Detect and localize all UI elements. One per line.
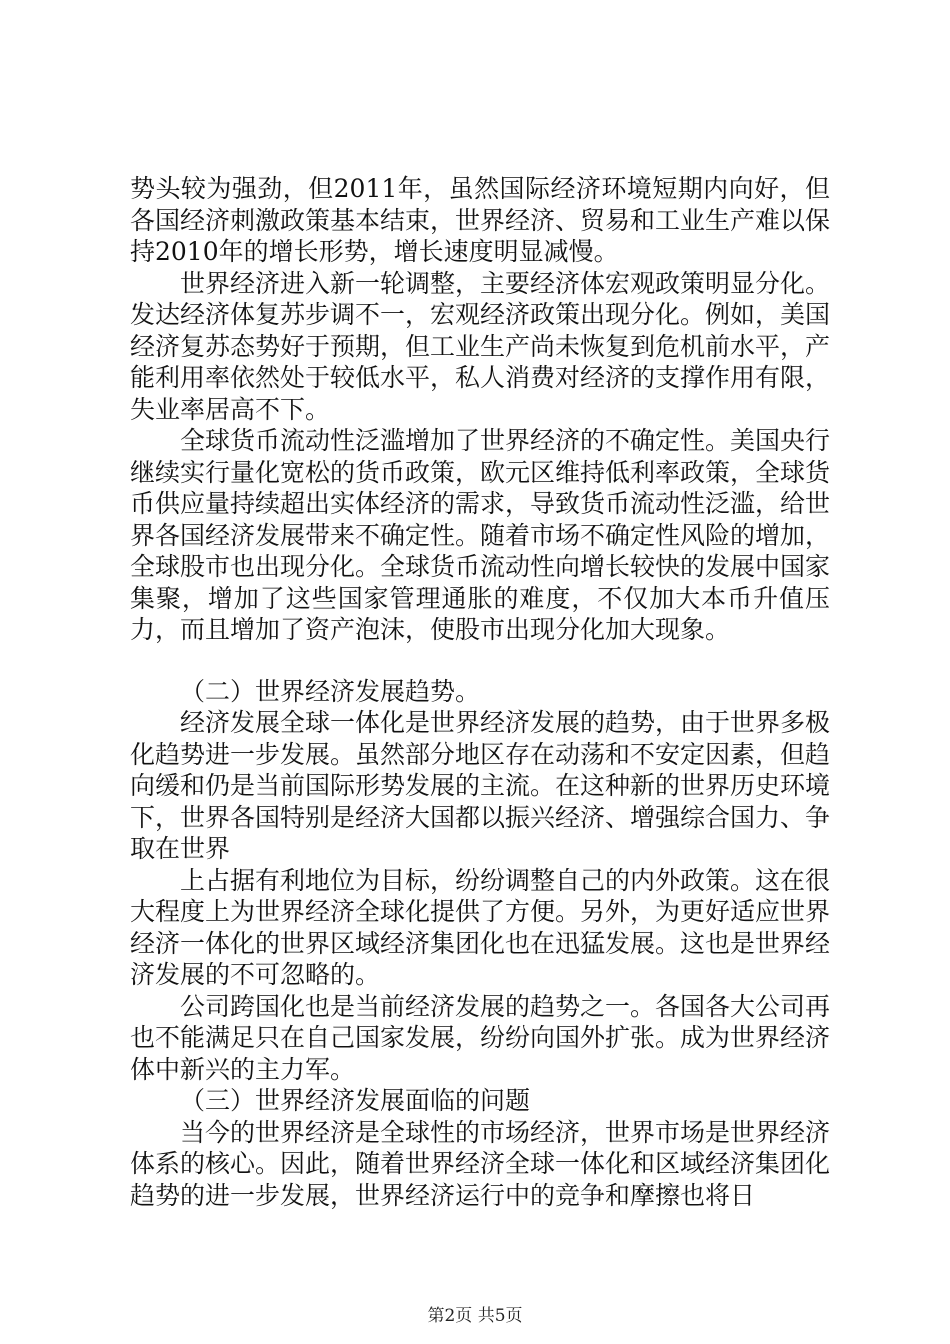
paragraph-globalization-trend: 经济发展全球一体化是世界经济发展的趋势，由于世界多极化趋势进一步发展。虽然部分地区存在动荡和不安定因素，但趋向缓和仍是当前国际形势发展的主流。在这种新的世界历史环境下，世界各国特别是经济大国都以振兴经济、增强综合国力、争取在世界 [130, 708, 831, 863]
document-body [130, 173, 830, 1211]
paragraph-world-economy-adjustment: 世界经济进入新一轮调整，主要经济体宏观政策明显分化。发达经济体复苏步调不一，宏观经济政策出现分化。例如，美国经济复苏态势好于预期，但工业生产尚未恢复到危机前水平，产能利用率依然处于较低水平，私人消费对经济的支撑作用有限，失业率居高不下。 [130, 268, 831, 424]
paragraph-regional-integration: 上占据有利地位为目标，纷纷调整自己的内外政策。这在很大程度上为世界经济全球化提供了方便。另外，为更好适应世界经济一体化的世界区域经济集团化也在迅猛发展。这也是世界经济发展的不可忽略的。 [130, 865, 831, 989]
paragraph-market-economy: 当今的世界经济是全球性的市场经济，世界市场是世界经济体系的核心。因此，随着世界经济全球一体化和区域经济集团化趋势的进一步发展，世界经济运行中的竞争和摩擦也将日 [130, 1117, 831, 1210]
page-number-footer: 第2页 共5页 [427, 1306, 523, 1326]
paragraph-multinational-companies: 公司跨国化也是当前经济发展的趋势之一。各国各大公司再也不能满足只在自己国家发展，纷纷向国外扩张。成为世界经济体中新兴的主力军。 [130, 991, 831, 1084]
paragraph-continuation: 势头较为强劲，但2011年，虽然国际经济环境短期内向好，但各国经济刺激政策基本结束，世界经济、贸易和工业生产难以保持2010年的增长形势，增长速度明显减慢。 [130, 174, 831, 266]
section-heading-trends: （二）世界经济发展趋势。 [180, 676, 481, 706]
section-heading-problems: （三）世界经济发展面临的问题 [180, 1086, 531, 1115]
paragraph-global-liquidity: 全球货币流动性泛滥增加了世界经济的不确定性。美国央行继续实行量化宽松的货币政策，欧元区维持低利率政策，全球货币供应量持续超出实体经济的需求，导致货币流动性泛滥，给世界各国经济发展带来不确定性。随着市场不确定性风险的增加，全球股市也出现分化。全球货币流动性向增长较快的发展中国家集聚，增加了这些国家管理通胀的难度，不仅加大本币升值压力，而且增加了资产泡沫，使股市出现分化加大现象。 [130, 426, 831, 644]
